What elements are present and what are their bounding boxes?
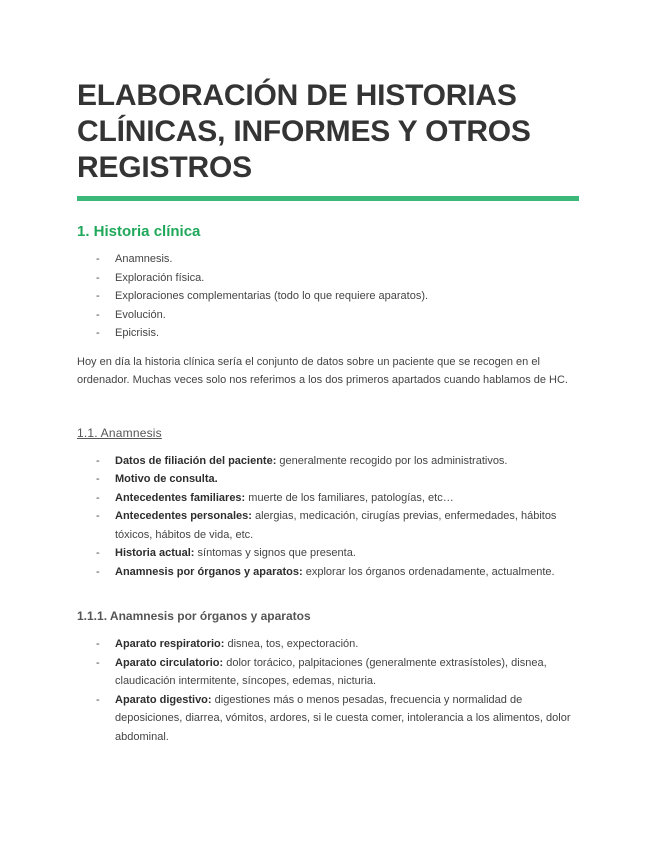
list-item-term: Aparato respiratorio:	[115, 638, 225, 650]
list-item-term: Antecedentes familiares:	[115, 491, 246, 504]
intro-paragraph: Hoy en día la historia clínica sería el conjunto de datos sobre un paciente que se recogen en el ordenador. Muchas veces solo nos referimos a los dos primeros apartados cuando hablamos de HC.	[77, 355, 568, 386]
section-heading-anamnesis-organos: 1.1.1. Anamnesis por órganos y aparatos	[77, 609, 311, 623]
list-item-term: Historia actual:	[115, 547, 195, 559]
historia-clinica-list	[77, 250, 579, 343]
list-item: - Exploración física.	[77, 269, 579, 288]
list-item-text: dolor torácico, palpitaciones (generalmente extrasístoles), disnea, claudicación intermitente, síncopes, edemas, nicturia.	[115, 656, 547, 687]
list-item-text: explorar los órganos ordenadamente, actualmente.	[302, 565, 555, 578]
section-heading-anamnesis: 1.1. Anamnesis	[77, 425, 162, 440]
list-item-text: digestiones más o menos pesadas, frecuencia y normalidad de deposiciones, diarrea, vómitos, ardores, si le cuesta comer, intolerancia a los alimentos, dolor abdominal.	[115, 693, 571, 743]
list-item	[77, 691, 579, 747]
document-page	[77, 78, 579, 746]
list-item	[77, 544, 579, 563]
list-item-text: síntomas y signos que presenta.	[194, 547, 356, 559]
organos-list	[77, 635, 579, 746]
section-heading-historia-clinica: 1. Historia clínica	[77, 223, 201, 240]
title-divider	[77, 196, 579, 201]
list-item: - Evolución.	[77, 306, 579, 325]
list-item: - Anamnesis.	[77, 250, 579, 269]
list-item	[77, 452, 579, 471]
list-item-term: Aparato digestivo:	[115, 693, 212, 706]
anamnesis-list	[77, 452, 579, 582]
list-item: - Exploraciones complementarias (todo lo que requiere aparatos).	[77, 287, 579, 306]
list-item	[77, 489, 579, 508]
document-title: ELABORACIÓN DE HISTORIAS CLÍNICAS, INFORMES Y OTROS REGISTROS	[77, 79, 531, 184]
list-item-text: muerte de los familiares, patologías, etc…	[245, 491, 454, 504]
list-item-text: alergias, medicación, cirugías previas, enfermedades, hábitos tóxicos, hábitos de vida, etc.	[115, 510, 557, 541]
list-item-term: Antecedentes personales:	[115, 510, 252, 522]
list-item	[77, 507, 579, 544]
list-item	[77, 563, 579, 582]
list-item-term: Datos de filiación del paciente:	[115, 454, 277, 467]
list-item	[77, 470, 579, 489]
list-item	[77, 654, 579, 691]
list-item-text: disnea, tos, expectoración.	[224, 638, 359, 650]
list-item-term: Aparato circulatorio:	[115, 656, 224, 669]
list-item-term: Anamnesis por órganos y aparatos:	[115, 565, 303, 578]
list-item: - Epicrisis.	[77, 324, 579, 343]
list-item-term: Motivo de consulta.	[115, 473, 218, 485]
list-item	[77, 635, 579, 654]
list-item-text: generalmente recogido por los administrativos.	[276, 454, 508, 467]
